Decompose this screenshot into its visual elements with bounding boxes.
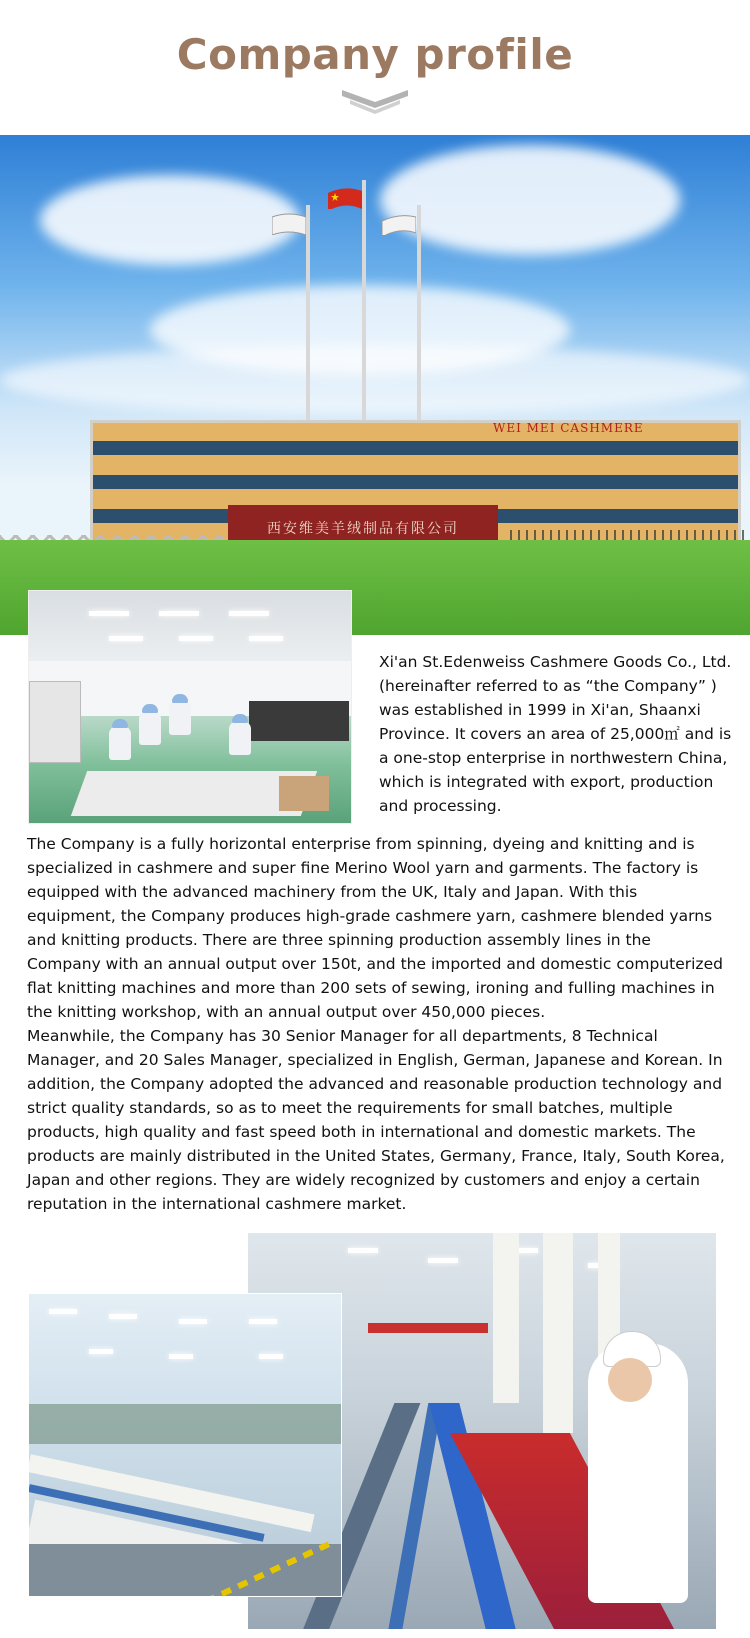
company-flag-left xyxy=(272,213,306,235)
factory-photo xyxy=(0,135,750,635)
spinning-machines-photo xyxy=(28,1293,342,1597)
workshop-photo xyxy=(28,590,352,824)
company-flag-right xyxy=(382,213,416,235)
description-paragraph-1: The Company is a fully horizontal enterprise from spinning, dyeing and knitting and is specialized in cashmere and super fine Merino Wool yarn and garments. The factory is equipped with the advanced machinery from the UK, Italy and Japan. With this equipment, the Company produces high-grade cashmere yarn, cashmere blended yarns and knitting products. There are three spinning production assembly lines in the Company with an annual output over 150t, and the imported and domestic computerized flat knitting machines and more than 200 sets of sewing, ironing and fulling machines in the knitting workshop, with an annual output over 450,000 pieces. xyxy=(27,835,723,1021)
china-flag xyxy=(328,187,362,209)
description-paragraph-2: Meanwhile, the Company has 30 Senior Manager for all departments, 8 Technical Manager, and 20 Sales Manager, specialized in English, German, Japanese and Korean. In addition, the Company adopted the advanced and reasonable production technology and strict quality standards, so as to meet the requirements for small batches, multiple products, high quality and fast speed both in international and domestic markets. The products are mainly distributed in the United States, Germany, France, Italy, South Korea, Japan and other regions. They are widely recognized by customers and enjoy a certain reputation in the international cashmere market. xyxy=(27,1027,725,1213)
page-title: Company profile xyxy=(176,30,574,79)
chevron-down-icon xyxy=(340,88,410,114)
company-sign-line1: 西安维美羊绒制品有限公司 xyxy=(267,521,459,537)
company-description xyxy=(27,832,727,1216)
building-sign: WEI MEI CASHMERE xyxy=(493,421,644,435)
intro-text: Xi'an St.Edenweiss Cashmere Goods Co., Ltd. (hereinafter referred to as “the Company” ) was established in 1999 in Xi'an, Shaanxi Province. It covers an area of 25,000㎡ and is a one-stop enterprise in northwestern China, which is integrated with export, production and processing. xyxy=(379,653,732,815)
